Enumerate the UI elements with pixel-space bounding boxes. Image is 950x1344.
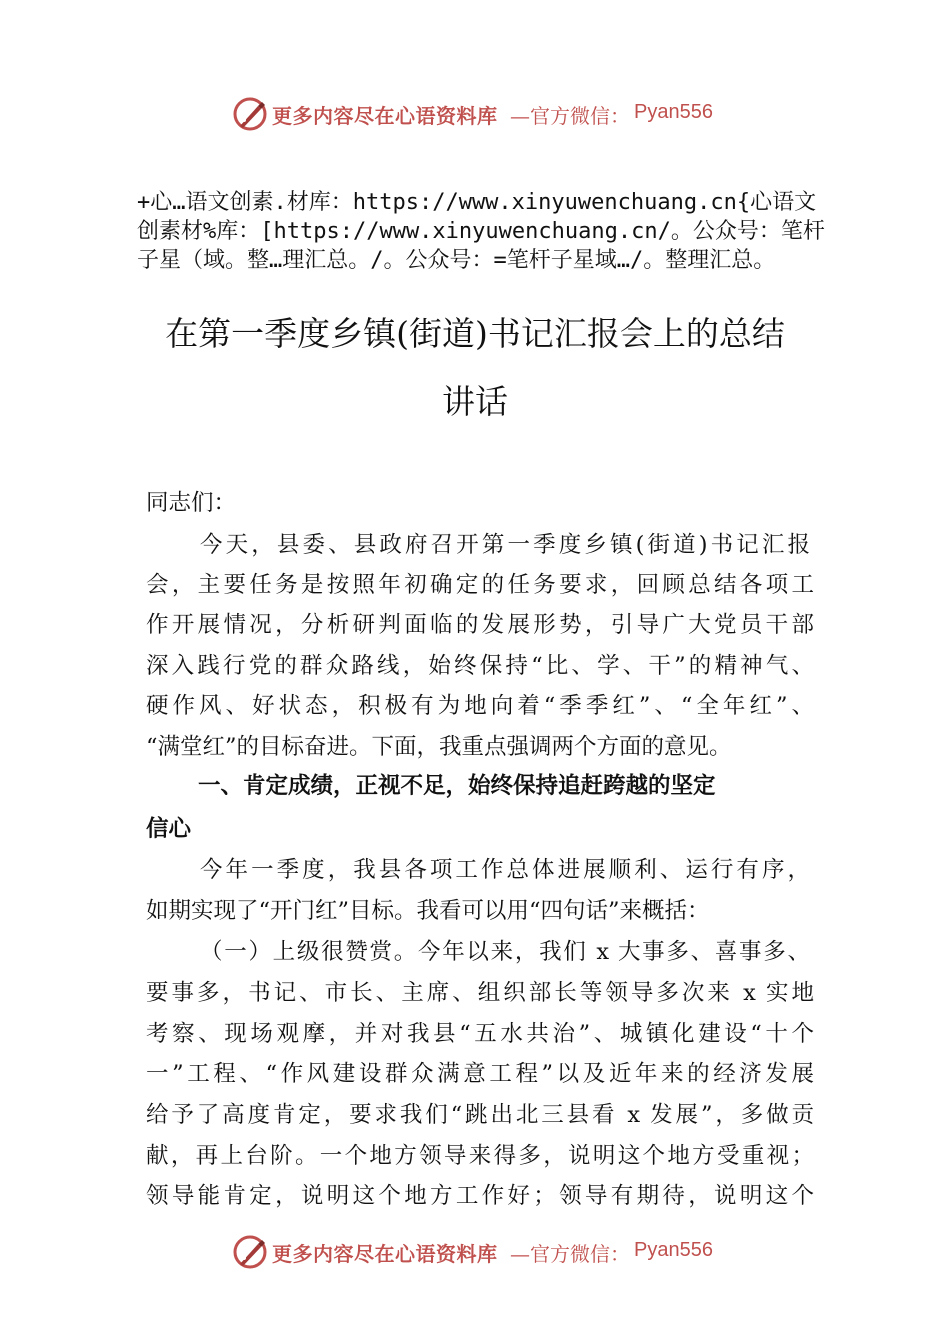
document-title-line2: 讲话 <box>442 382 508 421</box>
paragraph-line: 给予了高度肯定，要求我们“跳出北三县看 x 发展”，多做贡 <box>146 1102 814 1128</box>
paragraph-line: 考察、现场观摩，并对我县“五水共治”、城镇化建设“十个 <box>146 1021 814 1047</box>
paragraph-line: 一”工程、“作风建设群众满意工程”以及近年来的经济发展 <box>146 1061 814 1087</box>
greeting: 同志们： <box>146 490 237 516</box>
banner-wechat-id: Pyan556 <box>634 101 713 123</box>
paragraph-line: 深入践行党的群众路线，始终保持“比、学、干”的精神气、 <box>146 653 814 679</box>
banner-wechat-id: Pyan556 <box>634 1239 713 1261</box>
banner-separator-text: —官方微信： <box>510 104 630 128</box>
section-heading-line: 一、肯定成绩，正视不足，始终保持追赶跨越的坚定 <box>198 773 716 799</box>
pen-circle-logo-icon <box>232 96 268 132</box>
paragraph-line: 硬作风、好状态，积极有为地向着“季季红”、“全年红”、 <box>146 693 814 719</box>
watermark-banner-bottom <box>0 1228 950 1278</box>
paragraph-line: 献，再上台阶。一个地方领导来得多，说明这个地方受重视； <box>146 1143 814 1169</box>
document-title-line1: 在第一季度乡镇(街道)书记汇报会上的总结 <box>165 314 785 353</box>
banner-main-text: 更多内容尽在心语资料库 <box>272 104 498 128</box>
paragraph-line: 要事多，书记、市长、主席、组织部长等领导多次来 x 实地 <box>146 980 814 1006</box>
section-heading-line: 信心 <box>146 816 192 842</box>
header-note: +心…语文创素.材库：https://www.xinyuwenchuang.cn{心语文创素材%库：[https://www.xinyuwenchuang.cn/。公众号：笔杆子星（域。整…理汇总。/。公众号：=笔杆子星域…/。整理汇总。 <box>137 190 825 273</box>
paragraph-line: 作开展情况，分析研判面临的发展形势，引导广大党员干部 <box>146 612 814 638</box>
banner-main-text: 更多内容尽在心语资料库 <box>272 1242 498 1266</box>
watermark-banner-top <box>0 90 950 140</box>
pen-circle-logo-icon <box>232 1234 268 1270</box>
paragraph-line: “满堂红”的目标奋进。下面，我重点强调两个方面的意见。 <box>146 734 732 760</box>
paragraph-line: 今年一季度，我县各项工作总体进展顺利、运行有序， <box>200 857 810 883</box>
paragraph-line: （一）上级很赞赏。今年以来，我们 x 大事多、喜事多、 <box>200 939 810 965</box>
banner-separator-text: —官方微信： <box>510 1242 630 1266</box>
paragraph-line: 领导能肯定，说明这个地方工作好；领导有期待，说明这个 <box>146 1183 814 1209</box>
paragraph-line: 会，主要任务是按照年初确定的任务要求，回顾总结各项工 <box>146 572 814 598</box>
paragraph-line: 如期实现了“开门红”目标。我看可以用“四句话”来概括： <box>146 898 710 924</box>
paragraph-line: 今天，县委、县政府召开第一季度乡镇(街道)书记汇报 <box>200 532 810 558</box>
